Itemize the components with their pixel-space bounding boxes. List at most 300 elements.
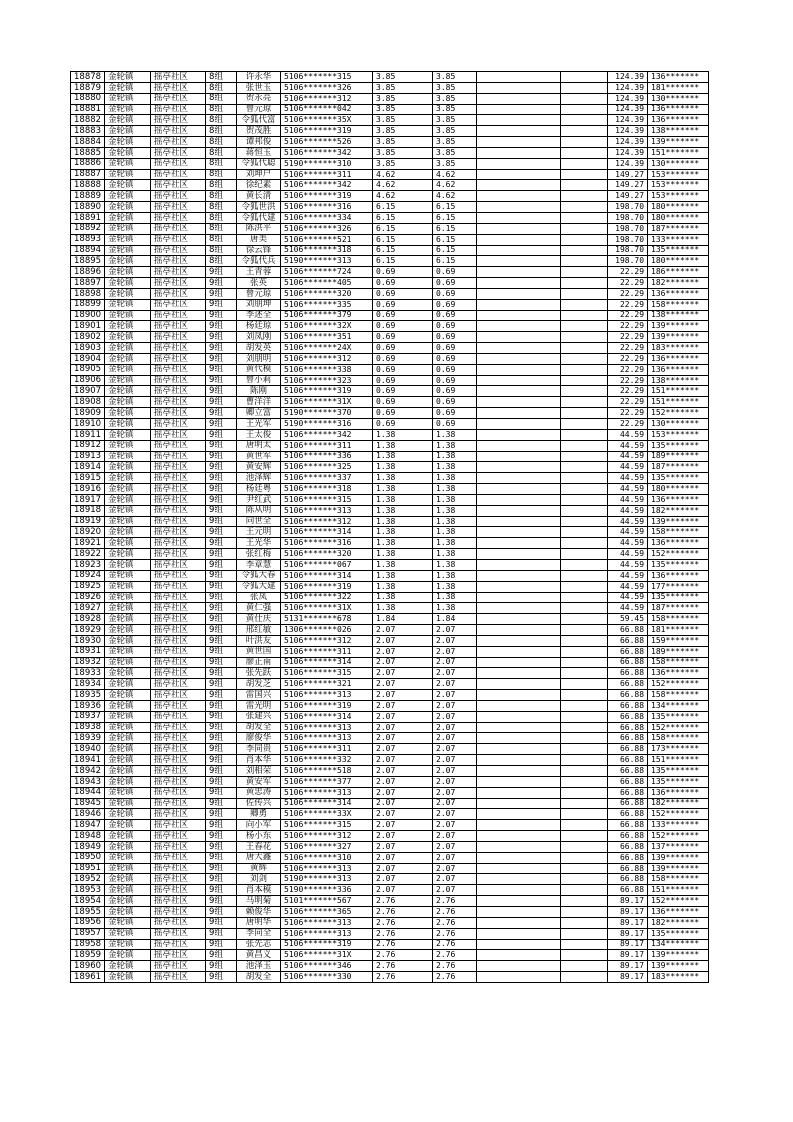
row-number-cell: 18957 — [71, 928, 105, 939]
id-number-cell: 5106*******067 — [281, 559, 373, 570]
table-row — [71, 440, 709, 451]
name-cell: 王元明 — [237, 527, 281, 538]
group-cell: 9组 — [206, 527, 237, 538]
phone-cell: 159******* — [648, 635, 709, 646]
community-cell: 摇亭社区 — [151, 451, 206, 462]
table-row — [71, 733, 709, 744]
name-cell: 曾元琼 — [237, 104, 281, 115]
name-cell: 陈刚 — [237, 386, 281, 397]
subsidy-area-cell: 4.62 — [433, 191, 477, 202]
group-cell: 9组 — [206, 668, 237, 679]
row-number-cell: 18882 — [71, 115, 105, 126]
community-cell: 摇亭社区 — [151, 104, 206, 115]
name-cell: 邢红敏 — [237, 625, 281, 636]
town-cell: 金轮镇 — [105, 744, 151, 755]
phone-cell: 135******* — [648, 440, 709, 451]
community-cell: 摇亭社区 — [151, 191, 206, 202]
group-cell: 9组 — [206, 690, 237, 701]
table-row — [71, 429, 709, 440]
phone-cell: 182******* — [648, 505, 709, 516]
amount-cell: 22.29 — [608, 267, 648, 278]
name-cell: 胡发英 — [237, 343, 281, 354]
name-cell: 李同贵 — [237, 744, 281, 755]
table-row — [71, 917, 709, 928]
community-cell: 摇亭社区 — [151, 278, 206, 289]
id-number-cell: 5106*******24X — [281, 343, 373, 354]
blank-cell — [561, 581, 608, 592]
amount-cell: 44.59 — [608, 527, 648, 538]
community-cell: 摇亭社区 — [151, 841, 206, 852]
town-cell: 金轮镇 — [105, 668, 151, 679]
town-cell: 金轮镇 — [105, 798, 151, 809]
subsidy-area-cell: 0.69 — [433, 397, 477, 408]
subsidy-area-cell: 2.07 — [433, 874, 477, 885]
blank-cell — [477, 137, 561, 148]
name-cell: 张凤 — [237, 592, 281, 603]
blank-cell — [561, 451, 608, 462]
group-cell: 9组 — [206, 386, 237, 397]
blank-cell — [561, 245, 608, 256]
phone-cell: 130******* — [648, 419, 709, 430]
blank-cell — [477, 332, 561, 343]
blank-cell — [561, 733, 608, 744]
community-cell: 摇亭社区 — [151, 256, 206, 267]
community-cell: 摇亭社区 — [151, 234, 206, 245]
blank-cell — [477, 408, 561, 419]
phone-cell: 177******* — [648, 581, 709, 592]
table-row — [71, 635, 709, 646]
id-number-cell: 5106*******365 — [281, 906, 373, 917]
blank-cell — [561, 776, 608, 787]
subsidy-area-cell: 0.69 — [433, 408, 477, 419]
row-number-cell: 18935 — [71, 690, 105, 701]
group-cell: 9组 — [206, 831, 237, 842]
row-number-cell: 18886 — [71, 158, 105, 169]
phone-cell: 152******* — [648, 549, 709, 560]
community-cell: 摇亭社区 — [151, 332, 206, 343]
area-cell: 2.07 — [373, 679, 433, 690]
amount-cell: 198.70 — [608, 202, 648, 213]
subsidy-area-cell: 0.69 — [433, 375, 477, 386]
phone-cell: 135******* — [648, 928, 709, 939]
community-cell: 摇亭社区 — [151, 93, 206, 104]
name-cell: 池泽玉 — [237, 961, 281, 972]
town-cell: 金轮镇 — [105, 635, 151, 646]
blank-cell — [561, 202, 608, 213]
blank-cell — [477, 841, 561, 852]
blank-cell — [477, 82, 561, 93]
subsidy-area-cell: 2.76 — [433, 917, 477, 928]
blank-cell — [477, 72, 561, 83]
community-cell: 摇亭社区 — [151, 906, 206, 917]
group-cell: 8组 — [206, 223, 237, 234]
blank-cell — [477, 896, 561, 907]
area-cell: 2.07 — [373, 668, 433, 679]
amount-cell: 44.59 — [608, 559, 648, 570]
phone-cell: 152******* — [648, 896, 709, 907]
blank-cell — [477, 559, 561, 570]
blank-cell — [477, 223, 561, 234]
group-cell: 9组 — [206, 462, 237, 473]
name-cell: 谭邦俊 — [237, 137, 281, 148]
area-cell: 3.85 — [373, 126, 433, 137]
table-row — [71, 267, 709, 278]
table-row — [71, 202, 709, 213]
community-cell: 摇亭社区 — [151, 484, 206, 495]
phone-cell: 182******* — [648, 278, 709, 289]
id-number-cell: 5106*******319 — [281, 700, 373, 711]
amount-cell: 124.39 — [608, 72, 648, 83]
row-number-cell: 18884 — [71, 137, 105, 148]
town-cell: 金轮镇 — [105, 212, 151, 223]
blank-cell — [561, 809, 608, 820]
id-number-cell: 5106*******334 — [281, 212, 373, 223]
group-cell: 9组 — [206, 950, 237, 961]
area-cell: 2.07 — [373, 755, 433, 766]
group-cell: 9组 — [206, 874, 237, 885]
group-cell: 9组 — [206, 288, 237, 299]
amount-cell: 22.29 — [608, 343, 648, 354]
blank-cell — [477, 343, 561, 354]
id-number-cell: 5106*******335 — [281, 299, 373, 310]
subsidy-area-cell: 1.38 — [433, 527, 477, 538]
id-number-cell: 5106*******377 — [281, 776, 373, 787]
phone-cell: 153******* — [648, 191, 709, 202]
amount-cell: 149.27 — [608, 180, 648, 191]
blank-cell — [561, 278, 608, 289]
name-cell: 肖本华 — [237, 755, 281, 766]
community-cell: 摇亭社区 — [151, 744, 206, 755]
name-cell: 肖本模 — [237, 885, 281, 896]
phone-cell: 135******* — [648, 592, 709, 603]
row-number-cell: 18949 — [71, 841, 105, 852]
id-number-cell: 5106*******314 — [281, 711, 373, 722]
blank-cell — [477, 440, 561, 451]
phone-cell: 153******* — [648, 169, 709, 180]
town-cell: 金轮镇 — [105, 625, 151, 636]
community-cell: 摇亭社区 — [151, 440, 206, 451]
subsidy-area-cell: 2.07 — [433, 820, 477, 831]
name-cell: 廖正南 — [237, 657, 281, 668]
blank-cell — [561, 147, 608, 158]
community-cell: 摇亭社区 — [151, 223, 206, 234]
amount-cell: 66.88 — [608, 722, 648, 733]
community-cell: 摇亭社区 — [151, 896, 206, 907]
id-number-cell: 5106*******318 — [281, 484, 373, 495]
subsidy-area-cell: 0.69 — [433, 267, 477, 278]
area-cell: 2.76 — [373, 928, 433, 939]
phone-cell: 182******* — [648, 798, 709, 809]
phone-cell: 136******* — [648, 906, 709, 917]
community-cell: 摇亭社区 — [151, 668, 206, 679]
blank-cell — [477, 484, 561, 495]
subsidy-area-cell: 1.38 — [433, 484, 477, 495]
town-cell: 金轮镇 — [105, 332, 151, 343]
blank-cell — [561, 386, 608, 397]
area-cell: 1.38 — [373, 451, 433, 462]
amount-cell: 198.70 — [608, 212, 648, 223]
row-number-cell: 18895 — [71, 256, 105, 267]
table-row — [71, 310, 709, 321]
phone-cell: 158******* — [648, 527, 709, 538]
phone-cell: 189******* — [648, 451, 709, 462]
row-number-cell: 18919 — [71, 516, 105, 527]
community-cell: 摇亭社区 — [151, 505, 206, 516]
community-cell: 摇亭社区 — [151, 559, 206, 570]
group-cell: 9组 — [206, 484, 237, 495]
town-cell: 金轮镇 — [105, 202, 151, 213]
group-cell: 8组 — [206, 93, 237, 104]
amount-cell: 89.17 — [608, 928, 648, 939]
community-cell: 摇亭社区 — [151, 299, 206, 310]
community-cell: 摇亭社区 — [151, 408, 206, 419]
phone-cell: 182******* — [648, 917, 709, 928]
amount-cell: 66.88 — [608, 690, 648, 701]
group-cell: 9组 — [206, 961, 237, 972]
row-number-cell: 18959 — [71, 950, 105, 961]
town-cell: 金轮镇 — [105, 776, 151, 787]
group-cell: 9组 — [206, 928, 237, 939]
subsidy-area-cell: 2.07 — [433, 733, 477, 744]
table-row — [71, 863, 709, 874]
town-cell: 金轮镇 — [105, 809, 151, 820]
id-number-cell: 5101*******567 — [281, 896, 373, 907]
name-cell: 蒋恒玉 — [237, 147, 281, 158]
phone-cell: 136******* — [648, 787, 709, 798]
table-row — [71, 646, 709, 657]
blank-cell — [477, 245, 561, 256]
id-number-cell: 5190*******313 — [281, 256, 373, 267]
area-cell: 6.15 — [373, 212, 433, 223]
table-row — [71, 299, 709, 310]
subsidy-area-cell: 6.15 — [433, 223, 477, 234]
row-number-cell: 18903 — [71, 343, 105, 354]
amount-cell: 89.17 — [608, 972, 648, 983]
subsidy-area-cell: 1.38 — [433, 570, 477, 581]
amount-cell: 44.59 — [608, 592, 648, 603]
area-cell: 0.69 — [373, 397, 433, 408]
name-cell: 黄仁强 — [237, 603, 281, 614]
id-number-cell: 5106*******319 — [281, 581, 373, 592]
town-cell: 金轮镇 — [105, 679, 151, 690]
table-row — [71, 755, 709, 766]
blank-cell — [477, 364, 561, 375]
row-number-cell: 18916 — [71, 484, 105, 495]
area-cell: 2.76 — [373, 896, 433, 907]
blank-cell — [477, 386, 561, 397]
table-row — [71, 386, 709, 397]
amount-cell: 198.70 — [608, 234, 648, 245]
id-number-cell: 5106*******321 — [281, 679, 373, 690]
community-cell: 摇亭社区 — [151, 581, 206, 592]
table-row — [71, 950, 709, 961]
name-cell: 唐美 — [237, 234, 281, 245]
community-cell: 摇亭社区 — [151, 245, 206, 256]
table-row — [71, 505, 709, 516]
town-cell: 金轮镇 — [105, 321, 151, 332]
blank-cell — [477, 234, 561, 245]
town-cell: 金轮镇 — [105, 288, 151, 299]
subsidy-area-cell: 1.38 — [433, 581, 477, 592]
blank-cell — [561, 820, 608, 831]
name-cell: 徐纪素 — [237, 180, 281, 191]
town-cell: 金轮镇 — [105, 223, 151, 234]
blank-cell — [561, 408, 608, 419]
blank-cell — [477, 419, 561, 430]
group-cell: 9组 — [206, 744, 237, 755]
community-cell: 摇亭社区 — [151, 787, 206, 798]
subsidy-area-cell: 4.62 — [433, 169, 477, 180]
blank-cell — [561, 223, 608, 234]
table-row — [71, 928, 709, 939]
subsidy-area-cell: 0.69 — [433, 332, 477, 343]
community-cell: 摇亭社区 — [151, 419, 206, 430]
id-number-cell: 5106*******312 — [281, 831, 373, 842]
name-cell: 黄安辉 — [237, 462, 281, 473]
blank-cell — [477, 798, 561, 809]
group-cell: 9组 — [206, 343, 237, 354]
town-cell: 金轮镇 — [105, 505, 151, 516]
blank-cell — [561, 863, 608, 874]
group-cell: 9组 — [206, 679, 237, 690]
blank-cell — [561, 180, 608, 191]
blank-cell — [561, 440, 608, 451]
id-number-cell: 5106*******320 — [281, 549, 373, 560]
row-number-cell: 18911 — [71, 429, 105, 440]
area-cell: 0.69 — [373, 364, 433, 375]
subsidy-area-cell: 3.85 — [433, 126, 477, 137]
group-cell: 8组 — [206, 137, 237, 148]
blank-cell — [477, 950, 561, 961]
table-row — [71, 700, 709, 711]
name-cell: 杨廷琼 — [237, 321, 281, 332]
subsidy-area-cell: 2.07 — [433, 766, 477, 777]
group-cell: 9组 — [206, 972, 237, 983]
id-number-cell: 5106*******31X — [281, 397, 373, 408]
blank-cell — [477, 310, 561, 321]
group-cell: 9组 — [206, 516, 237, 527]
group-cell: 8组 — [206, 126, 237, 137]
id-number-cell: 5106*******32X — [281, 321, 373, 332]
table-row — [71, 451, 709, 462]
blank-cell — [561, 397, 608, 408]
phone-cell: 136******* — [648, 668, 709, 679]
blank-cell — [477, 885, 561, 896]
blank-cell — [561, 299, 608, 310]
phone-cell: 151******* — [648, 397, 709, 408]
blank-cell — [561, 657, 608, 668]
area-cell: 1.38 — [373, 473, 433, 484]
blank-cell — [477, 766, 561, 777]
group-cell: 9组 — [206, 603, 237, 614]
row-number-cell: 18936 — [71, 700, 105, 711]
table-row — [71, 776, 709, 787]
group-cell: 8组 — [206, 180, 237, 191]
area-cell: 1.38 — [373, 429, 433, 440]
blank-cell — [561, 722, 608, 733]
town-cell: 金轮镇 — [105, 245, 151, 256]
name-cell: 马明菊 — [237, 896, 281, 907]
id-number-cell: 5106*******313 — [281, 505, 373, 516]
phone-cell: 180******* — [648, 484, 709, 495]
row-number-cell: 18942 — [71, 766, 105, 777]
area-cell: 3.85 — [373, 147, 433, 158]
table-row — [71, 559, 709, 570]
blank-cell — [477, 744, 561, 755]
name-cell: 许永华 — [237, 72, 281, 83]
amount-cell: 22.29 — [608, 419, 648, 430]
group-cell: 9组 — [206, 299, 237, 310]
group-cell: 9组 — [206, 896, 237, 907]
community-cell: 摇亭社区 — [151, 212, 206, 223]
row-number-cell: 18950 — [71, 852, 105, 863]
area-cell: 2.07 — [373, 766, 433, 777]
row-number-cell: 18892 — [71, 223, 105, 234]
row-number-cell: 18938 — [71, 722, 105, 733]
group-cell: 9组 — [206, 939, 237, 950]
amount-cell: 66.88 — [608, 776, 648, 787]
phone-cell: 135******* — [648, 711, 709, 722]
town-cell: 金轮镇 — [105, 375, 151, 386]
group-cell: 8组 — [206, 234, 237, 245]
town-cell: 金轮镇 — [105, 462, 151, 473]
subsidy-area-cell: 3.85 — [433, 147, 477, 158]
community-cell: 摇亭社区 — [151, 321, 206, 332]
id-number-cell: 5106*******314 — [281, 798, 373, 809]
blank-cell — [561, 744, 608, 755]
phone-cell: 139******* — [648, 332, 709, 343]
amount-cell: 66.88 — [608, 766, 648, 777]
row-number-cell: 18923 — [71, 559, 105, 570]
group-cell: 9组 — [206, 549, 237, 560]
name-cell: 张先志 — [237, 939, 281, 950]
phone-cell: 151******* — [648, 147, 709, 158]
blank-cell — [477, 429, 561, 440]
area-cell: 6.15 — [373, 234, 433, 245]
phone-cell: 152******* — [648, 809, 709, 820]
blank-cell — [561, 559, 608, 570]
phone-cell: 180******* — [648, 202, 709, 213]
area-cell: 6.15 — [373, 223, 433, 234]
phone-cell: 134******* — [648, 939, 709, 950]
name-cell: 向小军 — [237, 820, 281, 831]
name-cell: 令狐代聪 — [237, 158, 281, 169]
area-cell: 2.76 — [373, 906, 433, 917]
blank-cell — [477, 625, 561, 636]
town-cell: 金轮镇 — [105, 310, 151, 321]
table-row — [71, 516, 709, 527]
amount-cell: 66.88 — [608, 625, 648, 636]
table-row — [71, 343, 709, 354]
town-cell: 金轮镇 — [105, 299, 151, 310]
amount-cell: 44.59 — [608, 603, 648, 614]
amount-cell: 124.39 — [608, 93, 648, 104]
area-cell: 0.69 — [373, 288, 433, 299]
community-cell: 摇亭社区 — [151, 158, 206, 169]
blank-cell — [477, 538, 561, 549]
area-cell: 2.07 — [373, 841, 433, 852]
blank-cell — [477, 776, 561, 787]
blank-cell — [561, 538, 608, 549]
group-cell: 8组 — [206, 191, 237, 202]
blank-cell — [561, 527, 608, 538]
area-cell: 1.38 — [373, 494, 433, 505]
blank-cell — [477, 516, 561, 527]
blank-cell — [477, 115, 561, 126]
blank-cell — [561, 603, 608, 614]
blank-cell — [561, 516, 608, 527]
phone-cell: 180******* — [648, 256, 709, 267]
